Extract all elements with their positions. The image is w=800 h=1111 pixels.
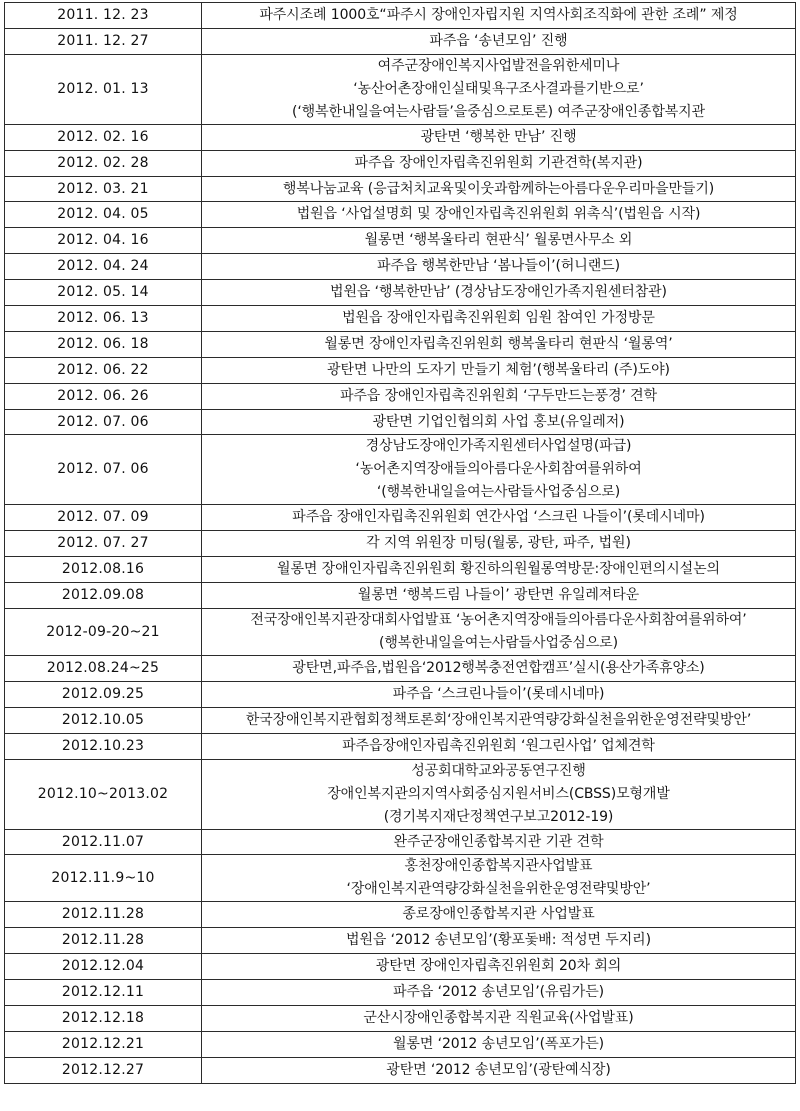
table-row [5,733,796,759]
date-cell: 2012.12.18 [5,1006,202,1032]
event-cell: 월롱면 장애인자립촉진위원회 황진하의원월롱역방문:장애인편의시설논의 [202,557,796,583]
date-cell: 2012. 02. 16 [5,124,202,150]
table-row [5,980,796,1006]
table-row [5,954,796,980]
date-cell: 2012.09.08 [5,583,202,609]
event-cell: 파주읍 행복한만남 ‘봄나들이’(허니랜드) [202,254,796,280]
event-cell: 법원읍 ‘행복한만남’ (경상남도장애인가족지원센터참관) [202,280,796,306]
event-cell: 월롱면 ‘행복드림 나들이’ 광탄면 유일레져타운 [202,583,796,609]
date-cell: 2012. 07. 09 [5,505,202,531]
table-row [5,357,796,383]
date-cell: 2012.11.07 [5,829,202,855]
table-row [5,54,796,124]
table-row [5,681,796,707]
event-cell: 법원읍 ‘사업설명회 및 장애인자립촉진위원회 위촉식’(법원읍 시작) [202,202,796,228]
event-cell: 법원읍 ‘2012 송년모임’(황포돛배: 적성면 두지리) [202,928,796,954]
date-cell: 2012.08.24~25 [5,656,202,682]
event-cell: 행복나눔교육 (응급처치교육및이웃과함께하는아름다운우리마을만들기) [202,176,796,202]
table-row [5,759,796,829]
event-cell: 광탄면 ‘행복한 만남’ 진행 [202,124,796,150]
event-cell: 월롱면 ‘2012 송년모임’(폭포가든) [202,1031,796,1057]
event-cell: 법원읍 장애인자립촉진위원회 임원 참여인 가정방문 [202,306,796,332]
event-cell: 월롱면 장애인자립촉진위원회 행복울타리 현판식 ‘월롱역’ [202,331,796,357]
event-cell: 파주시조례 1000호“파주시 장애인자립지원 지역사회조직화에 관한 조례” 제정 [202,3,796,29]
table-row [5,280,796,306]
date-cell: 2012.09.25 [5,681,202,707]
date-cell: 2012.10.05 [5,707,202,733]
timeline-table [4,2,796,1084]
date-cell: 2011. 12. 27 [5,28,202,54]
date-cell: 2012. 05. 14 [5,280,202,306]
date-cell: 2012.10.23 [5,733,202,759]
event-cell: 파주읍 장애인자립촉진위원회 연간사업 ‘스크린 나들이’(롯데시네마) [202,505,796,531]
event-cell: 파주읍 ‘송년모임’ 진행 [202,28,796,54]
table-row [5,1057,796,1083]
event-cell: 경상남도장애인가족지원센터사업설명(파급) ‘농어촌지역장애들의아름다운사회참여를위하여 ‘(행복한내일을여는사람들사업중심으로) [202,435,796,505]
date-cell: 2012. 04. 16 [5,228,202,254]
event-cell: 한국장애인복지관협회정책토론회‘장애인복지관역량강화실천을위한운영전략및방안’ [202,707,796,733]
date-cell: 2012. 04. 05 [5,202,202,228]
event-cell: 종로장애인종합복지관 사업발표 [202,902,796,928]
event-cell: 파주읍 장애인자립촉진위원회 ‘구두만드는풍경’ 견학 [202,383,796,409]
date-cell: 2012. 02. 28 [5,150,202,176]
date-cell: 2012. 06. 26 [5,383,202,409]
event-cell: 군산시장애인종합복지관 직원교육(사업발표) [202,1006,796,1032]
table-row [5,435,796,505]
table-row [5,176,796,202]
date-cell: 2012-09-20~21 [5,609,202,656]
table-row [5,28,796,54]
event-cell: 완주군장애인종합복지관 기관 견학 [202,829,796,855]
table-row [5,202,796,228]
event-cell: 홍천장애인종합복지관사업발표 ‘장애인복지관역량강화실천을위한운영전략및방안’ [202,855,796,902]
event-cell: 전국장애인복지관장대회사업발표 ‘농어촌지역장애들의아름다운사회참여를위하여’ (행복한내일을여는사람들사업중심으로) [202,609,796,656]
timeline-body [5,3,796,1084]
table-row [5,228,796,254]
event-cell: 파주읍 ‘2012 송년모임’(유림가든) [202,980,796,1006]
table-row [5,124,796,150]
table-row [5,505,796,531]
event-cell: 파주읍 장애인자립촉진위원회 기관견학(복지관) [202,150,796,176]
date-cell: 2012.12.11 [5,980,202,1006]
table-row [5,409,796,435]
table-row [5,583,796,609]
date-cell: 2012.08.16 [5,557,202,583]
event-cell: 광탄면 기업인협의회 사업 홍보(유일레저) [202,409,796,435]
event-cell: 광탄면,파주읍,법원읍‘2012행복충전연합캠프’실시(용산가족휴양소) [202,656,796,682]
table-row [5,1031,796,1057]
event-cell: 여주군장애인복지사업발전을위한세미나 ‘농산어촌장애인실태및욕구조사결과를기반으로’ (‘행복한내일을여는사람들’을중심으로토론) 여주군장애인종합복지관 [202,54,796,124]
table-row [5,928,796,954]
date-cell: 2012.12.27 [5,1057,202,1083]
date-cell: 2011. 12. 23 [5,3,202,29]
date-cell: 2012.12.21 [5,1031,202,1057]
table-row [5,306,796,332]
table-row [5,707,796,733]
event-cell: 성공회대학교와공동연구진행 장애인복지관의지역사회중심지원서비스(CBSS)모형개발 (경기복지재단정책연구보고2012-19) [202,759,796,829]
table-row [5,254,796,280]
table-row [5,383,796,409]
table-row [5,855,796,902]
date-cell: 2012. 06. 13 [5,306,202,332]
table-row [5,609,796,656]
date-cell: 2012.11.28 [5,902,202,928]
table-row [5,3,796,29]
event-cell: 광탄면 장애인자립촉진위원회 20차 회의 [202,954,796,980]
date-cell: 2012. 06. 22 [5,357,202,383]
date-cell: 2012.10~2013.02 [5,759,202,829]
date-cell: 2012.12.04 [5,954,202,980]
event-cell: 광탄면 ‘2012 송년모임’(광탄예식장) [202,1057,796,1083]
table-row [5,531,796,557]
date-cell: 2012. 06. 18 [5,331,202,357]
event-cell: 파주읍 ‘스크린나들이’(롯데시네마) [202,681,796,707]
date-cell: 2012. 01. 13 [5,54,202,124]
table-row [5,557,796,583]
event-cell: 파주읍장애인자립촉진위원회 ‘원그린사업’ 업체견학 [202,733,796,759]
date-cell: 2012. 07. 06 [5,409,202,435]
date-cell: 2012.11.9~10 [5,855,202,902]
table-row [5,1006,796,1032]
date-cell: 2012.11.28 [5,928,202,954]
event-cell: 월롱면 ‘행복울타리 현판식’ 월롱면사무소 외 [202,228,796,254]
table-row [5,331,796,357]
date-cell: 2012. 07. 06 [5,435,202,505]
date-cell: 2012. 04. 24 [5,254,202,280]
event-cell: 광탄면 나만의 도자기 만들기 체험’(행복울타리 (주)도야) [202,357,796,383]
table-row [5,656,796,682]
event-cell: 각 지역 위원장 미팅(월롱, 광탄, 파주, 법원) [202,531,796,557]
date-cell: 2012. 07. 27 [5,531,202,557]
table-row [5,829,796,855]
table-row [5,150,796,176]
table-row [5,902,796,928]
date-cell: 2012. 03. 21 [5,176,202,202]
